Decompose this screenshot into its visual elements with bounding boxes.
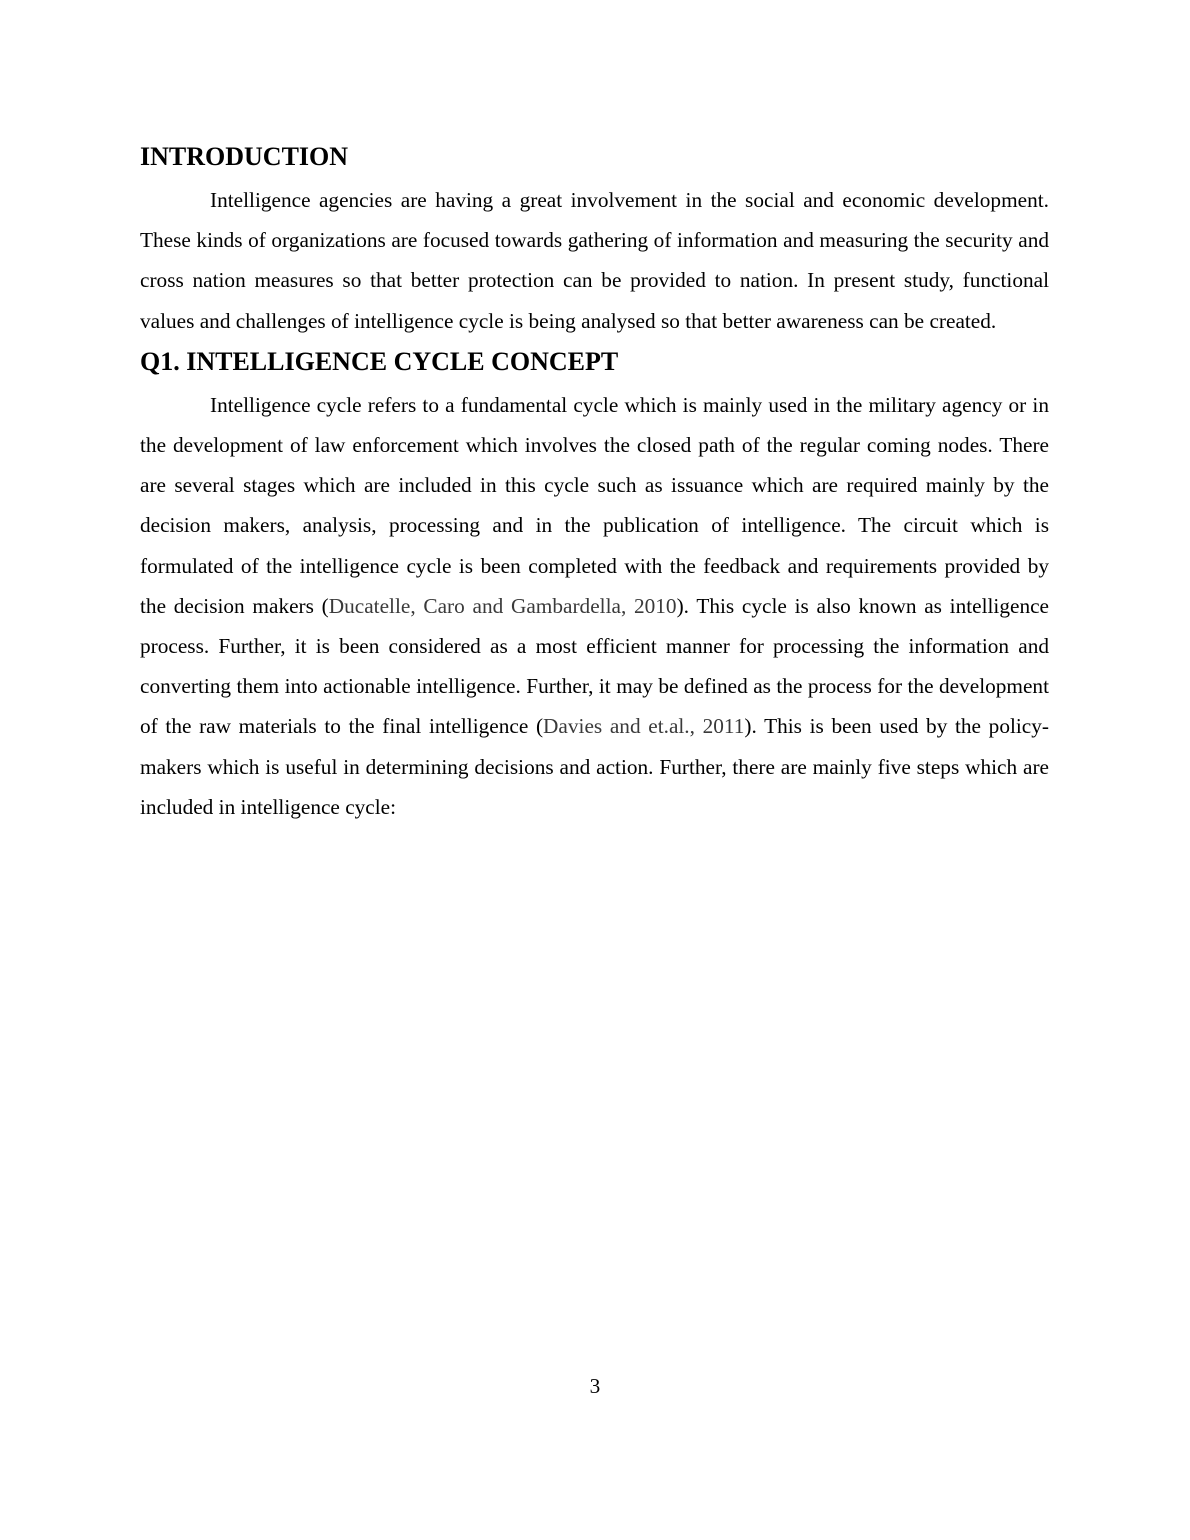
page-number: 3	[589, 1374, 601, 1398]
page-content	[140, 140, 1049, 831]
q1-paragraph	[140, 385, 1049, 827]
q1-text-part3: ). This is been used by the policy-makers which is useful in determining decisions and action. Further, there are mainly five steps which are included in intelligence cycle:	[140, 714, 1049, 819]
citation-ducatelle: Ducatelle, Caro and Gambardella, 2010	[328, 593, 677, 618]
citation-davies: Davies and et.al., 2011	[543, 714, 745, 739]
introduction-paragraph: Intelligence agencies are having a great involvement in the social and economic development. These kinds of organizations are focused towards gathering of information and measuring the security and cross nation measures so that better protection can be provided to nation. In present study, functional values and challenges of intelligence cycle is being analysed so that better awareness can be created.	[140, 188, 1049, 333]
q1-text-part2: ). This cycle is also known as intelligence process. Further, it is been considered as a most efficient manner for processing the information and converting them into actionable intelligence. Further, it may be defined as the process for the development of the raw materials to the final intelligence (	[140, 593, 1050, 739]
introduction-heading: INTRODUCTION	[140, 142, 349, 171]
q1-heading: Q1. INTELLIGENCE CYCLE CONCEPT	[140, 346, 619, 376]
q1-text-part1: Intelligence cycle refers to a fundamental cycle which is mainly used in the military agency or in the development of law enforcement which involves the closed path of the regular coming nodes. There are several stages which are included in this cycle such as issuance which are required mainly by the decision makers, analysis, processing and in the publication of intelligence. The circuit which is formulated of the intelligence cycle is been completed with the feedback and requirements provided by the decision makers (	[140, 392, 1049, 618]
